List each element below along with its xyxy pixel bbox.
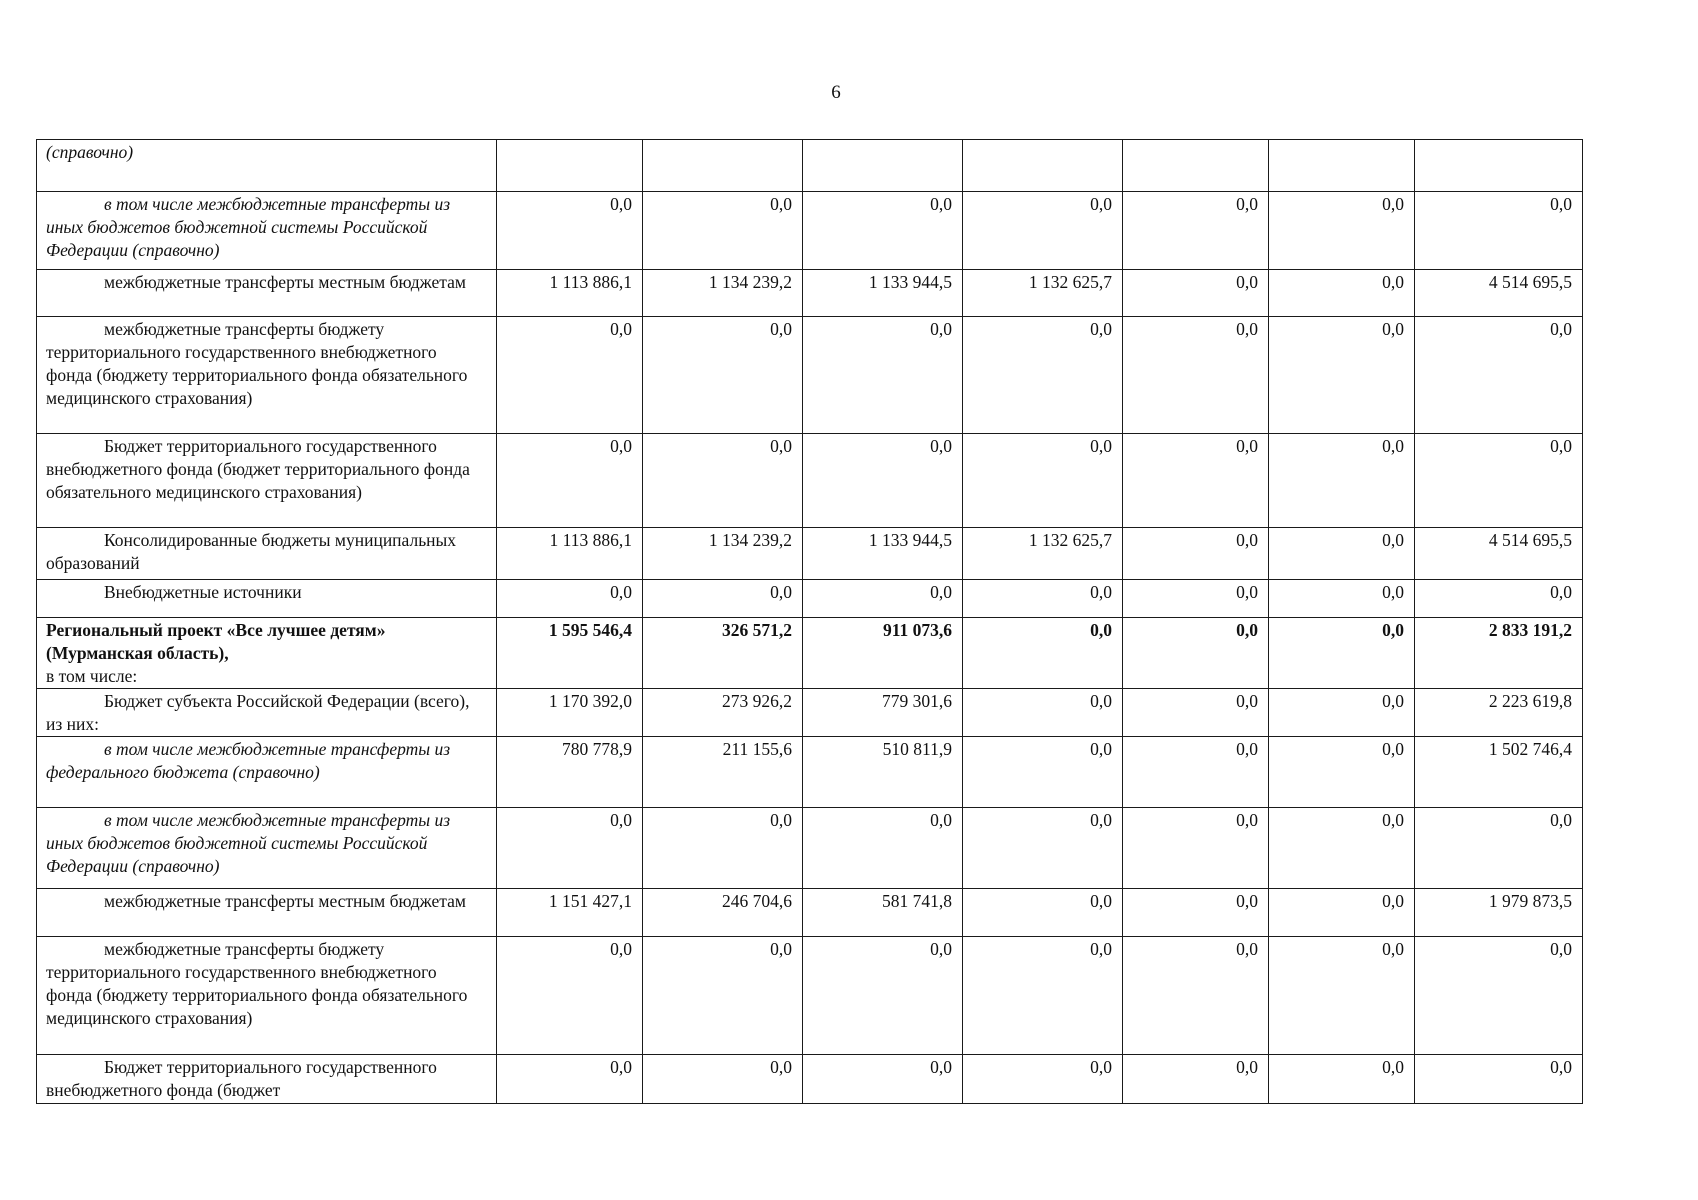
row-label	[37, 737, 497, 808]
value-cell: 1 502 746,4	[1415, 737, 1583, 808]
row-label-text: в том числе межбюджетные трансферты из федерального бюджета (справочно)	[46, 739, 451, 782]
value-cell: 1 132 625,7	[963, 270, 1123, 317]
row-label	[37, 618, 497, 689]
row-label-text: межбюджетные трансферты бюджету территориального государственного внебюджетного фонда (бюджету территориального фонда обязательного медицинского страхования)	[46, 319, 468, 408]
value-cell: 1 979 873,5	[1415, 889, 1583, 937]
value-cell: 0,0	[1269, 618, 1415, 689]
value-cell: 211 155,6	[643, 737, 803, 808]
value-cell: 0,0	[963, 618, 1123, 689]
value-cell	[803, 140, 963, 192]
value-cell: 779 301,6	[803, 689, 963, 737]
value-cell: 0,0	[643, 434, 803, 528]
value-cell: 0,0	[1123, 317, 1269, 434]
value-cell: 0,0	[803, 434, 963, 528]
value-cell: 0,0	[1269, 889, 1415, 937]
table-row	[37, 689, 1583, 737]
row-label-text: в том числе межбюджетные трансферты из иных бюджетов бюджетной системы Российской Федерации (справочно)	[46, 194, 451, 260]
row-label	[37, 808, 497, 889]
value-cell: 0,0	[1269, 937, 1415, 1055]
value-cell: 1 595 546,4	[497, 618, 643, 689]
table-row	[37, 1055, 1583, 1104]
table-row	[37, 618, 1583, 689]
value-cell: 0,0	[643, 192, 803, 270]
value-cell	[963, 140, 1123, 192]
row-label-text: Внебюджетные источники	[104, 582, 302, 602]
table-row	[37, 192, 1583, 270]
value-cell: 0,0	[803, 808, 963, 889]
value-cell: 0,0	[1123, 270, 1269, 317]
row-label-text: Бюджет территориального государственного внебюджетного фонда (бюджет территориального фонда обязательного медицинского страхования)	[46, 436, 470, 502]
value-cell: 0,0	[643, 937, 803, 1055]
value-cell: 0,0	[803, 317, 963, 434]
value-cell: 0,0	[963, 580, 1123, 618]
value-cell: 0,0	[963, 1055, 1123, 1104]
value-cell: 0,0	[963, 434, 1123, 528]
value-cell: 1 113 886,1	[497, 528, 643, 580]
row-label-text: Бюджет субъекта Российской Федерации (всего), из них:	[46, 691, 470, 734]
value-cell: 0,0	[497, 1055, 643, 1104]
value-cell: 4 514 695,5	[1415, 528, 1583, 580]
value-cell: 2 223 619,8	[1415, 689, 1583, 737]
row-label-text: Консолидированные бюджеты муниципальных образований	[46, 530, 457, 573]
value-cell: 0,0	[1269, 689, 1415, 737]
table-row	[37, 528, 1583, 580]
value-cell: 1 170 392,0	[497, 689, 643, 737]
row-label-continuation: в том числе:	[46, 666, 138, 686]
value-cell: 0,0	[643, 317, 803, 434]
value-cell: 326 571,2	[643, 618, 803, 689]
value-cell: 0,0	[1415, 808, 1583, 889]
value-cell: 0,0	[497, 937, 643, 1055]
row-label	[37, 528, 497, 580]
value-cell: 0,0	[1269, 528, 1415, 580]
value-cell: 4 514 695,5	[1415, 270, 1583, 317]
row-label	[37, 317, 497, 434]
value-cell	[643, 140, 803, 192]
value-cell: 0,0	[803, 192, 963, 270]
row-label-text: (справочно)	[46, 142, 134, 162]
table-row	[37, 737, 1583, 808]
value-cell: 1 151 427,1	[497, 889, 643, 937]
value-cell: 510 811,9	[803, 737, 963, 808]
value-cell: 0,0	[1415, 192, 1583, 270]
value-cell: 0,0	[1123, 580, 1269, 618]
value-cell: 1 132 625,7	[963, 528, 1123, 580]
value-cell: 0,0	[1123, 689, 1269, 737]
row-label	[37, 434, 497, 528]
value-cell: 0,0	[803, 1055, 963, 1104]
value-cell: 1 113 886,1	[497, 270, 643, 317]
value-cell: 0,0	[1123, 737, 1269, 808]
value-cell: 0,0	[1123, 192, 1269, 270]
row-label	[37, 1055, 497, 1104]
value-cell	[1269, 140, 1415, 192]
value-cell: 0,0	[1415, 937, 1583, 1055]
value-cell: 0,0	[497, 580, 643, 618]
value-cell: 780 778,9	[497, 737, 643, 808]
value-cell: 0,0	[1123, 528, 1269, 580]
value-cell: 0,0	[963, 689, 1123, 737]
row-label-text: Бюджет территориального государственного внебюджетного фонда (бюджет	[46, 1057, 437, 1100]
value-cell: 0,0	[643, 580, 803, 618]
row-label	[37, 580, 497, 618]
page-number: 6	[831, 82, 841, 103]
value-cell: 0,0	[803, 937, 963, 1055]
value-cell: 0,0	[1269, 737, 1415, 808]
value-cell: 1 133 944,5	[803, 270, 963, 317]
value-cell: 0,0	[1123, 808, 1269, 889]
table-row	[37, 889, 1583, 937]
value-cell: 0,0	[1269, 192, 1415, 270]
value-cell: 0,0	[1269, 1055, 1415, 1104]
value-cell: 0,0	[1415, 434, 1583, 528]
value-cell: 0,0	[1269, 317, 1415, 434]
row-label-text: межбюджетные трансферты бюджету территориального государственного внебюджетного фонда (бюджету территориального фонда обязательного медицинского страхования)	[46, 939, 468, 1028]
budget-table	[36, 139, 1583, 1104]
value-cell: 0,0	[1415, 317, 1583, 434]
value-cell: 0,0	[963, 808, 1123, 889]
value-cell: 0,0	[497, 434, 643, 528]
table-row	[37, 270, 1583, 317]
value-cell: 0,0	[1269, 808, 1415, 889]
value-cell: 0,0	[963, 317, 1123, 434]
value-cell: 0,0	[643, 1055, 803, 1104]
value-cell: 0,0	[963, 937, 1123, 1055]
value-cell: 0,0	[1123, 889, 1269, 937]
row-label	[37, 192, 497, 270]
value-cell: 0,0	[1415, 580, 1583, 618]
table-row	[37, 580, 1583, 618]
row-label	[37, 140, 497, 192]
row-label	[37, 889, 497, 937]
table-row	[37, 317, 1583, 434]
table-row	[37, 434, 1583, 528]
value-cell: 0,0	[1123, 1055, 1269, 1104]
value-cell: 2 833 191,2	[1415, 618, 1583, 689]
value-cell: 1 133 944,5	[803, 528, 963, 580]
value-cell: 911 073,6	[803, 618, 963, 689]
row-label	[37, 689, 497, 737]
value-cell	[497, 140, 643, 192]
value-cell: 581 741,8	[803, 889, 963, 937]
value-cell: 273 926,2	[643, 689, 803, 737]
value-cell: 0,0	[963, 192, 1123, 270]
value-cell: 0,0	[1415, 1055, 1583, 1104]
value-cell: 0,0	[963, 737, 1123, 808]
value-cell: 0,0	[1123, 937, 1269, 1055]
row-label-text: межбюджетные трансферты местным бюджетам	[104, 891, 466, 911]
table-row	[37, 140, 1583, 192]
value-cell: 0,0	[1269, 434, 1415, 528]
row-label-text: Региональный проект «Все лучшее детям» (Мурманская область),	[46, 620, 386, 663]
table-row	[37, 808, 1583, 889]
value-cell	[1415, 140, 1583, 192]
value-cell: 0,0	[1269, 580, 1415, 618]
row-label-text: межбюджетные трансферты местным бюджетам	[104, 272, 466, 292]
value-cell: 0,0	[643, 808, 803, 889]
value-cell: 0,0	[497, 317, 643, 434]
value-cell: 0,0	[1123, 434, 1269, 528]
value-cell: 0,0	[803, 580, 963, 618]
value-cell: 246 704,6	[643, 889, 803, 937]
value-cell: 1 134 239,2	[643, 528, 803, 580]
value-cell: 0,0	[497, 808, 643, 889]
row-label	[37, 270, 497, 317]
table-row	[37, 937, 1583, 1055]
value-cell: 1 134 239,2	[643, 270, 803, 317]
row-label	[37, 937, 497, 1055]
value-cell: 0,0	[1269, 270, 1415, 317]
value-cell: 0,0	[1123, 618, 1269, 689]
value-cell: 0,0	[963, 889, 1123, 937]
row-label-text: в том числе межбюджетные трансферты из иных бюджетов бюджетной системы Российской Федерации (справочно)	[46, 810, 451, 876]
value-cell	[1123, 140, 1269, 192]
table-body	[37, 140, 1583, 1104]
value-cell: 0,0	[497, 192, 643, 270]
